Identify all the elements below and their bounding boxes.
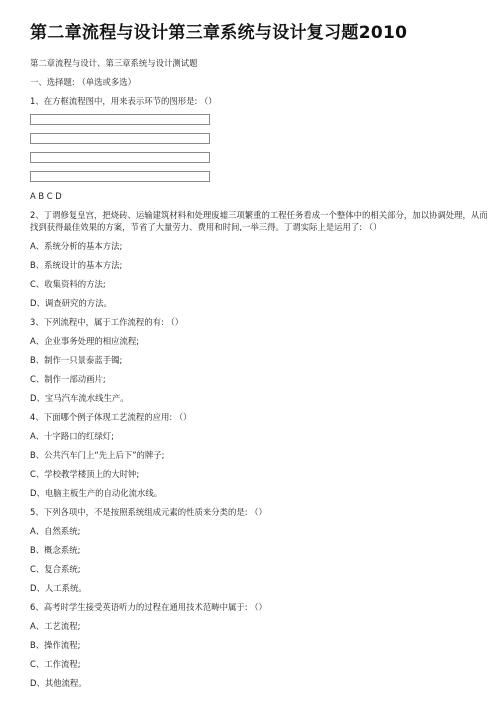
- question-6-option-d: D、其他流程。: [30, 678, 87, 688]
- question-6-option-c: C、工作流程;: [30, 659, 81, 669]
- question-2-option-d: D、调查研究的方法。: [30, 298, 112, 308]
- section-heading: 一、选择题: （单选或多选）: [30, 77, 136, 87]
- question-2-stem: 2、丁谓修复皇宫，把烧砖、运输建筑材料和处理废墟三项繁重的工程任务看成一个整体中的相关部分，加以协调处理，从而找到获得最佳效果的方案，节省了大量劳力、费用和时间,一举三得。丁谓实际上是运用了: （）: [30, 210, 488, 232]
- shape-box-c: [30, 152, 210, 163]
- question-3-option-d: D、宝马汽车流水线生产。: [30, 393, 129, 403]
- question-3-option-b: B、制作一只景泰蓝手镯;: [30, 355, 123, 365]
- question-5-option-c: C、复合系统;: [30, 564, 81, 574]
- question-4-option-d: D、电脑主板生产的自动化流水线。: [30, 488, 163, 498]
- question-5-option-a: A、自然系统;: [30, 526, 81, 536]
- question-4-stem: 4、下面哪个例子体现工艺流程的应用: （）: [30, 412, 192, 422]
- question-5-option-b: B、概念系统;: [30, 545, 81, 555]
- question-3-option-a: A、企业事务处理的相应流程;: [30, 336, 140, 346]
- question-2-option-a: A、系统分析的基本方法;: [30, 241, 123, 251]
- question-6-stem: 6、高考时学生接受英语听力的过程在通用技术范畴中属于: （）: [30, 602, 267, 612]
- question-6-option-a: A、工艺流程;: [30, 621, 81, 631]
- question-6-option-b: B、操作流程;: [30, 640, 81, 650]
- question-4-option-b: B、公共汽车门上“先上后下”的牌子;: [30, 450, 165, 460]
- question-4-option-a: A、十字路口的红绿灯;: [30, 431, 114, 441]
- question-4-option-c: C、学校教学楼顶上的大时钟;: [30, 469, 140, 479]
- question-2-option-b: B、系统设计的基本方法;: [30, 260, 123, 270]
- question-5-stem: 5、下列各项中，不是按照系统组成元素的性质来分类的是: （）: [30, 507, 267, 517]
- question-1-stem: 1、在方框流程图中，用来表示环节的图形是: （）: [30, 96, 217, 106]
- subtitle: 第二章流程与设计、第三章系统与设计测试题: [30, 58, 198, 68]
- question-1-shapes-caption: A B C D: [30, 191, 62, 201]
- document-title: 第二章流程与设计第三章系统与设计复习题2010: [30, 23, 408, 43]
- question-3-stem: 3、下列流程中，属于工作流程的有: （）: [30, 317, 184, 327]
- shape-box-b: [30, 133, 210, 144]
- shape-box-d: [30, 171, 210, 182]
- question-2-option-c: C、收集资料的方法;: [30, 279, 106, 289]
- question-1-shapes: [30, 114, 490, 182]
- question-3-option-c: C、制作一部动画片;: [30, 374, 106, 384]
- question-5-option-d: D、人工系统。: [30, 583, 87, 593]
- shape-box-a: [30, 114, 210, 125]
